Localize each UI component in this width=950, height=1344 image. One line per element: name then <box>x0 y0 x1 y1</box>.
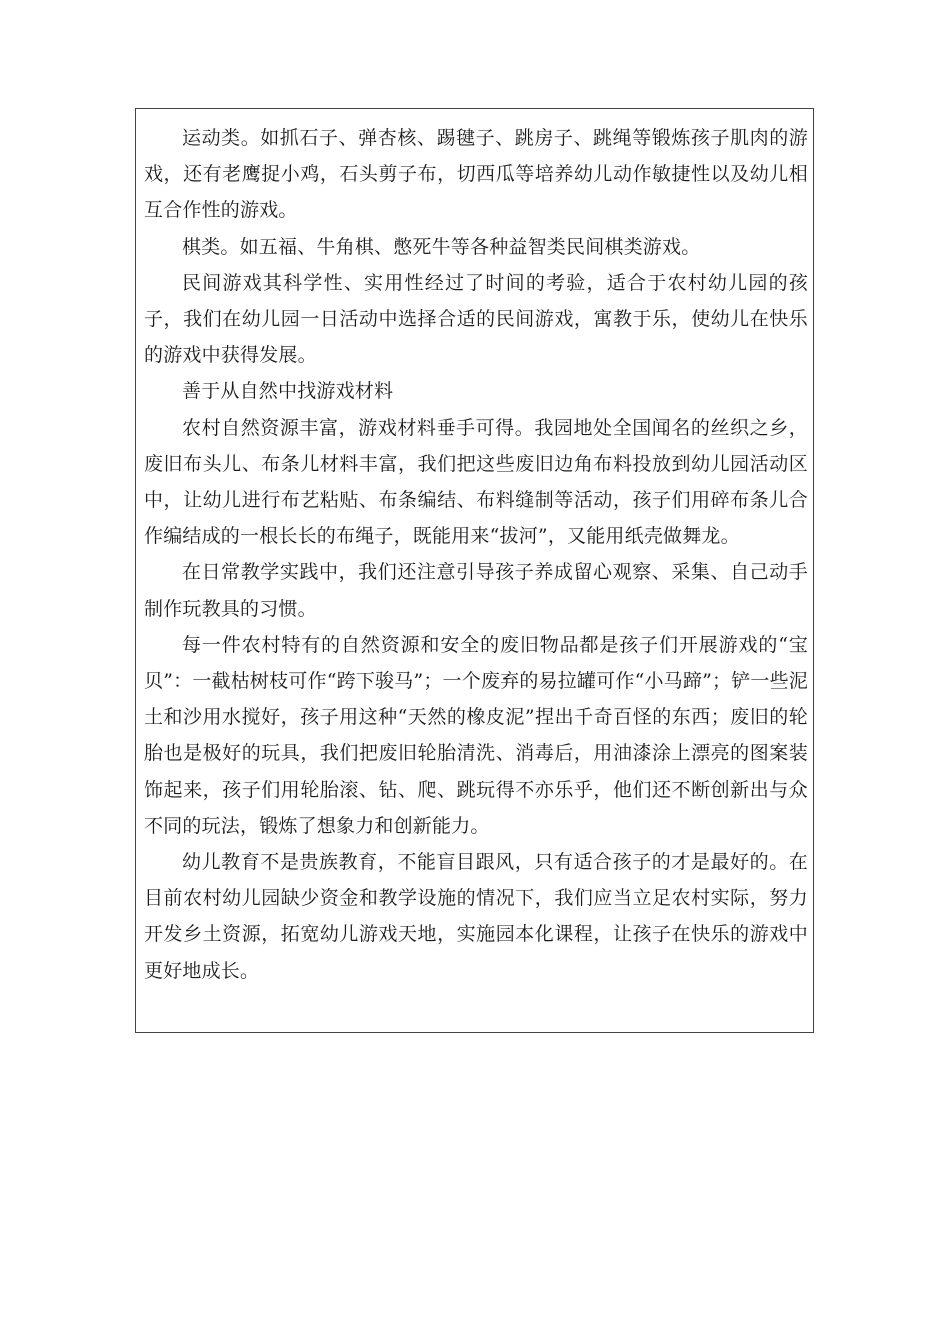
paragraph-folk-games-value: 民间游戏其科学性、实用性经过了时间的考验，适合于农村幼儿园的孩子，我们在幼儿园一日活动中选择合适的民间游戏，寓教于乐，使幼儿在快乐的游戏中获得发展。 <box>144 271 808 367</box>
paragraph-conclusion: 幼儿教育不是贵族教育，不能盲目跟风，只有适合孩子的才是最好的。在目前农村幼儿园缺少资金和教学设施的情况下，我们应当立足农村实际，努力开发乡土资源，拓宽幼儿游戏天地，实施园本化课程，让孩子在快乐的游戏中更好地成长。 <box>144 851 808 982</box>
paragraph-section-heading: 善于从自然中找游戏材料 <box>182 380 394 403</box>
paragraph-daily-teaching: 在日常教学实践中，我们还注意引导孩子养成留心观察、采集、自己动手制作玩教具的习惯。 <box>144 561 808 620</box>
paragraph-treasures: 每一件农村特有的自然资源和安全的废旧物品都是孩子们开展游戏的“宝贝”：一截枯树枝可作“跨下骏马”；一个废弃的易拉罐可作“小马蹄”；铲一些泥土和沙用水搅好，孩子用这种“天然的橡皮泥”捏出千奇百怪的东西；废旧的轮胎也是极好的玩具，我们把废旧轮胎清洗、消毒后，用油漆涂上漂亮的图案装饰起来，孩子们用轮胎滚、钻、爬、跳玩得不亦乐乎，他们还不断创新出与众不同的玩法，锻炼了想象力和创新能力。 <box>144 633 808 837</box>
paragraph-natural-resources: 农村自然资源丰富，游戏材料垂手可得。我园地处全国闻名的丝织之乡，废旧布头儿、布条儿材料丰富，我们把这些废旧边角布料投放到幼儿园活动区中，让幼儿进行布艺粘贴、布条编结、布料缝制等活动，孩子们用碎布条儿合作编结成的一根长长的布绳子，既能用来“拔河”，又能用纸壳做舞龙。 <box>144 416 808 548</box>
document-body <box>144 120 808 989</box>
paragraph-sports-games: 运动类。如抓石子、弹杏核、踢毽子、跳房子、跳绳等锻炼孩子肌肉的游戏，还有老鹰捉小鸡，石头剪子布，切西瓜等培养幼儿动作敏捷性以及幼儿相互合作性的游戏。 <box>144 127 808 222</box>
paragraph-chess-games: 棋类。如五福、牛角棋、憋死牛等各种益智类民间棋类游戏。 <box>182 235 701 258</box>
